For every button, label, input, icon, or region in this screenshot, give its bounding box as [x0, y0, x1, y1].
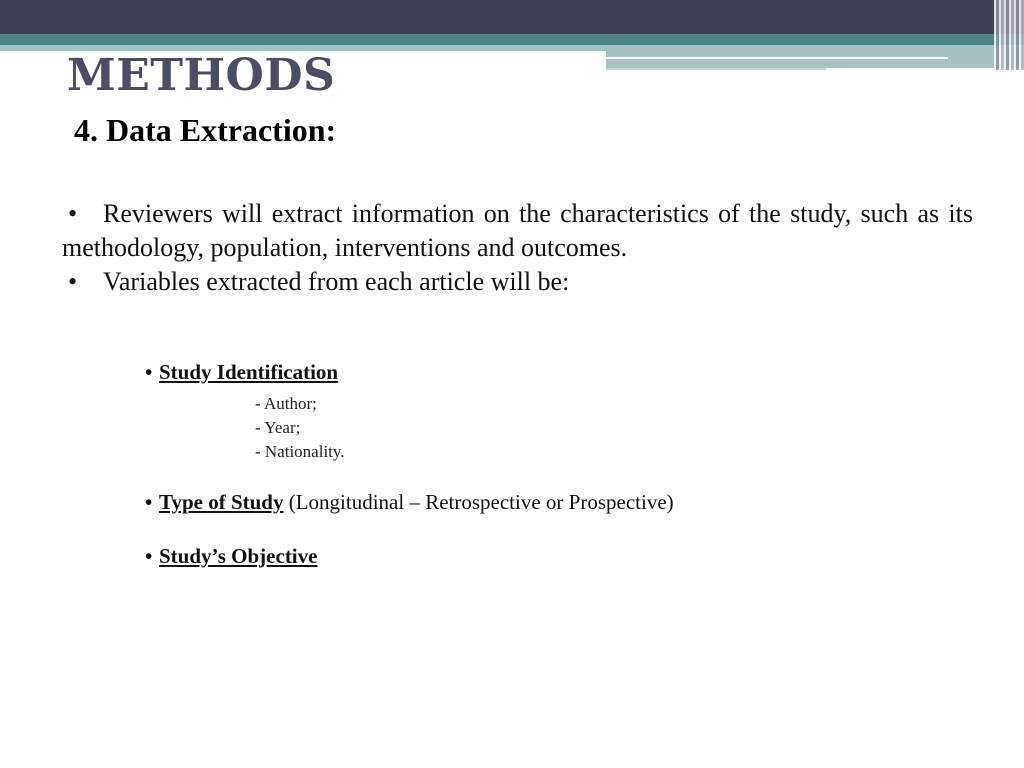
variable-type-of-study [145, 490, 674, 515]
slide-title: METHODS [67, 50, 336, 101]
study-identification-details [255, 392, 345, 464]
detail-author: - Author; [255, 394, 317, 413]
variable-heading: Study Identification [159, 360, 339, 384]
bullet-text: Variables extracted from each article will be: [103, 267, 570, 296]
header-band-dark [0, 0, 1024, 34]
variable-study-objective [145, 544, 317, 569]
bullet-item [62, 197, 973, 265]
sub-bullet-dot-icon: • [145, 360, 153, 384]
header-accent-block [606, 51, 1024, 68]
bullet-dot-icon: • [68, 199, 78, 228]
detail-year: - Year; [255, 418, 301, 437]
detail-nationality: - Nationality. [255, 442, 345, 461]
variable-heading: Type of Study [159, 490, 284, 514]
main-bullet-list [62, 197, 973, 299]
sub-bullet-dot-icon: • [145, 490, 153, 514]
variable-note: (Longitudinal – Retrospective or Prospective) [283, 490, 674, 514]
sub-bullet-dot-icon: • [145, 544, 153, 568]
variable-study-identification [145, 360, 338, 385]
header-band-teal [0, 34, 1024, 45]
bullet-dot-icon: • [68, 267, 78, 296]
slide-subtitle: 4. Data Extraction: [74, 112, 337, 148]
header-accent-line [606, 57, 948, 59]
variable-heading: Study’s Objective [159, 544, 318, 568]
header-stripes-decoration [994, 0, 1024, 70]
bullet-text: Reviewers will extract information on the characteristics of the study, such as its methodology, population, interventions and outcomes. [62, 199, 973, 262]
bullet-item [62, 265, 973, 299]
header-accent-underline [606, 68, 826, 70]
